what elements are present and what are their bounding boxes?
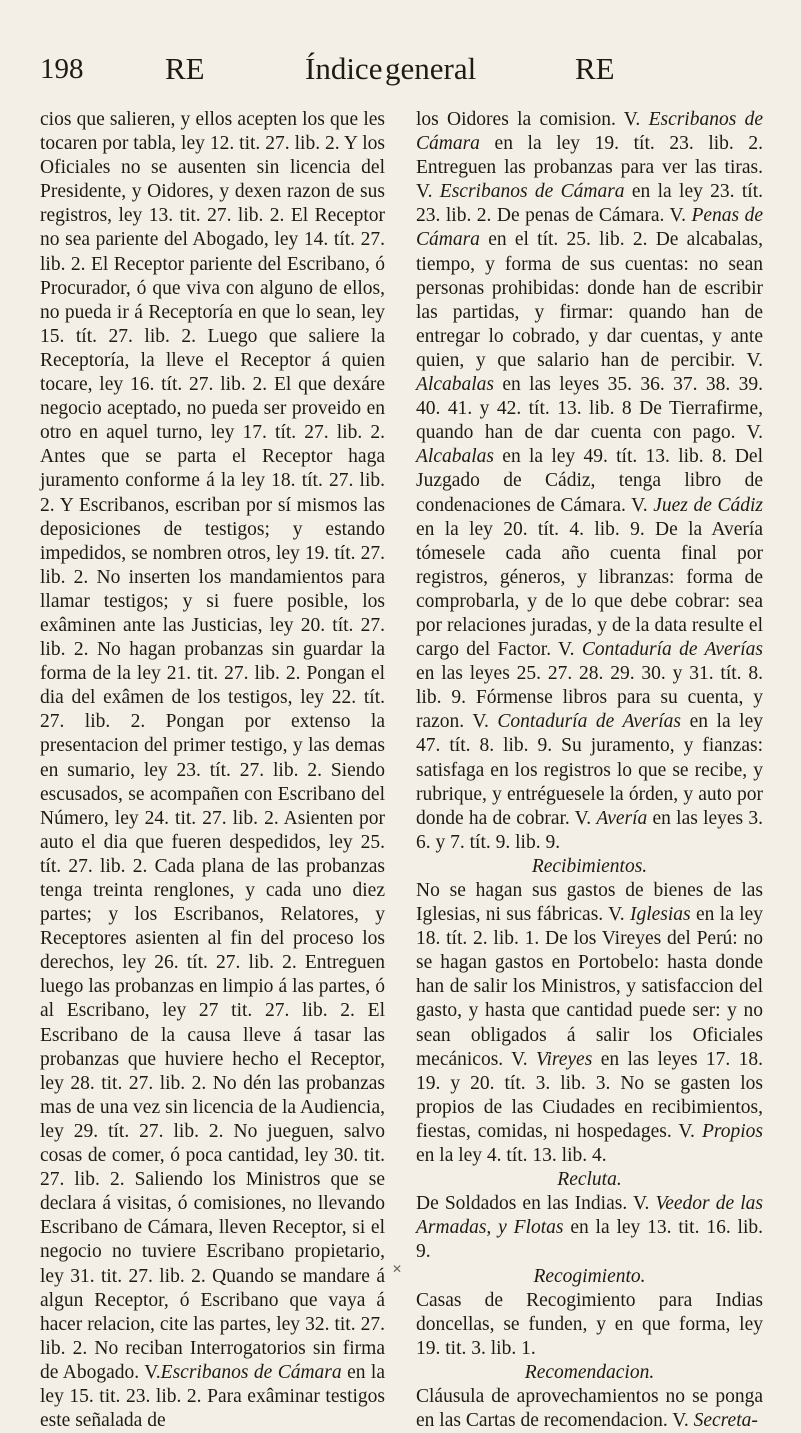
entry-heading-recogimiento: Recogimiento. bbox=[533, 1265, 646, 1287]
reference-italic: Alcabalas bbox=[416, 446, 494, 468]
left-column-paragraph bbox=[40, 108, 385, 1433]
reference-italic: Propios bbox=[701, 1120, 764, 1142]
text-run: en la ley 49. tít. 13. lib. 8. Del Juzgado de Cádiz, tenga libro de condenaciones de Cámara. V. bbox=[416, 446, 764, 516]
entry-heading-recomendacion: Recomendacion. bbox=[524, 1361, 655, 1383]
right-paragraph-4: Casas de Recogimiento para Indias doncellas, se funden, y en que forma, ley 19. tit. 3. lib. 1. bbox=[416, 1289, 763, 1359]
right-paragraph-2 bbox=[416, 879, 763, 1168]
reference-italic: Escribanos de Cámara bbox=[416, 109, 764, 155]
reference-italic: Contaduría de Averías bbox=[497, 711, 682, 733]
text-run: en la ley 19. tít. 23. lib. 2. Entreguen las probanzas para ver las tiras. V. bbox=[416, 133, 764, 203]
left-column bbox=[40, 108, 385, 1433]
header-title-index: Índice bbox=[305, 51, 383, 86]
text-run: en las leyes 17. 18. 19. y 20. tít. 3. lib. 3. No se gasten los propios de las Ciudades en recibimientos, fiestas, comidas, ni hospedages. V. bbox=[416, 1048, 764, 1142]
reference-italic: Veedor de las Armadas, y Flotas bbox=[416, 1193, 763, 1239]
text-run: en la ley 13. tit. 16. lib. 9. bbox=[416, 1217, 763, 1263]
page-header bbox=[40, 44, 760, 94]
text-run: en las leyes 3. 6. y 7. tít. 9. lib. 9. bbox=[416, 807, 764, 853]
reference-italic: Vireyes bbox=[536, 1048, 593, 1070]
right-paragraph-3 bbox=[416, 1192, 763, 1264]
page-number: 198 bbox=[40, 53, 84, 85]
left-column-text-end: en la ley 15. tit. 23. lib. 2. Para exâminar testigos este señalada de bbox=[40, 1361, 385, 1432]
reference-italic: Iglesias bbox=[629, 904, 691, 926]
reference-italic: Avería bbox=[596, 807, 648, 829]
reference-italic: Juez de Cádiz bbox=[653, 494, 763, 516]
right-paragraph-1 bbox=[416, 108, 763, 855]
reference-italic: Penas de Cámara bbox=[416, 205, 763, 251]
header-title-general: general bbox=[385, 51, 477, 86]
text-run: en la ley 23. tít. 23. lib. 2. De penas de Cámara. V. bbox=[416, 181, 764, 227]
header-right-term: RE bbox=[575, 51, 615, 86]
text-run: No se hagan sus gastos de bienes de las Iglesias, ni sus fábricas. V. bbox=[416, 880, 763, 926]
text-run: en la ley 18. tít. 2. lib. 1. De los Vireyes del Perú: no se hagan gastos en Portobelo: hasta donde han de salir los Ministros, y satisfaccion del gasto, y hasta que cantidad puede ser: y no sean obligados á salir los Oficiales mecánicos. V. bbox=[416, 904, 764, 1070]
reference-italic: Escribanos de Cámara bbox=[439, 181, 625, 203]
text-run: en las leyes 25. 27. 28. 29. 30. y 31. tít. 8. lib. 9. Fórmense libros para su cuenta, y razon. V. bbox=[416, 663, 763, 733]
entry-heading-recibimientos: Recibimientos. bbox=[531, 855, 648, 877]
right-paragraph-5 bbox=[416, 1385, 763, 1433]
text-run: los Oidores la comision. V. bbox=[416, 109, 641, 130]
right-column bbox=[416, 108, 763, 1433]
reference-italic: Contaduría de Averías bbox=[581, 639, 763, 661]
text-run: De Soldados en las Indias. V. bbox=[416, 1193, 650, 1215]
reference-italic: Secreta- bbox=[693, 1410, 758, 1432]
left-column-text: cios que salieren, y ellos acepten los que les tocaren por tabla, ley 12. tit. 27. lib. 2. Y los Oficiales no se ausenten sin licencia del Presidente, y Oidores, y dexen razon de sus registros, ley 13. tit. 27. lib. 2. El Receptor no sea pariente del Abogado, ley 14. tít. 27. lib. 2. El Receptor pariente del Escribano, ó Procurador, ó que viva con alguno de ellos, no pueda ir á Receptoría en que lo sean, ley 15. tít. 27. lib. 2. Luego que saliere la Receptoría, la lleve el Receptor á quien tocare, ley 16. tít. 27. lib. 2. El que dexáre negocio aceptado, no pueda ser proveido en otro en aquel turno, ley 17. tít. 27. lib. 2. Antes que se parta el Receptor haga juramento conforme á la ley 18. tít. 27. lib. 2. Y Escribanos, escriban por sí mismos las deposiciones de testigos; y estando impedidos, se nombren otros, ley 19. tít. 27. lib. 2. No inserten los mandamientos para llamar testigos; y si fuere posible, los exâminen ante las Justicias, ley 20. tít. 27. lib. 2. No hagan probanzas sin guardar la forma de la ley 21. tit. 27. lib. 2. Pongan el dia del exâmen de los testigos, ley 22. tít. 27. lib. 2. Pongan por extenso la presentacion del primer testigo, y las demas en sumario, ley 23. tít. 27. lib. 2. Siendo escusados, se acompañen con Escribano del Número, ley 24. tit. 27. lib. 2. Asienten por auto el dia que fueren despedidos, ley 25. tít. 27. lib. 2. Cada plana de las probanzas tenga treinta renglones, y cada uno diez partes; y los Escribanos, Relatores, y Receptores asienten al fin del proceso los derechos, ley 26. tít. 27. lib. 2. Entreguen luego las probanzas en limpio á las partes, ó al Escribano, ley 27 tit. 27. lib. 2. El Escribano de la causa lleve á tasar las probanzas que huviere hecho el Receptor, ley 28. tit. 27. lib. 2. No dén las probanzas mas de una vez sin licencia de la Audiencia, ley 29. tít. 27. lib. 2. No jueguen, salvo cosas de comer, ó poca cantidad, ley 30. tit. 27. lib. 2. Saliendo los Ministros que se declara á visitas, ó comisiones, no llevando Escribano de Cámara, lleven Receptor, si el negocio no tuviere Escribano propietario, ley 31. tit. 27. lib. 2. Quando se mandare á algun Receptor, ó Escribano que vaya á hacer relacion, cite las partes, ley 32. tit. 27. lib. 2. No reciban Interrogatorios sin firma de Abogado. V. bbox=[40, 109, 385, 1383]
header-left-term: RE bbox=[165, 51, 205, 86]
text-run: en la ley 20. tít. 4. lib. 9. De la Avería tómesele cada año cuenta final por registros, géneros, y libranzas: forma de comprobarla, y de lo que debe cobrar: sea por relaciones juradas, y de la data resulte el cargo del Factor. V. bbox=[416, 518, 763, 661]
text-run: Cláusula de aprovechamientos no se ponga en las Cartas de recomendacion. V. bbox=[416, 1385, 763, 1432]
left-column-reference: Escribanos de Cámara bbox=[160, 1361, 342, 1383]
text-run: en las leyes 35. 36. 37. 38. 39. 40. 41. y 42. tít. 13. lib. 8 De Tierrafirme, quando han de dar cuenta con pago. V. bbox=[416, 374, 763, 444]
text-run: en la ley 4. tít. 13. lib. 4. bbox=[416, 1145, 607, 1167]
text-run: en la ley 47. tít. 8. lib. 9. Su juramento, y fianzas: satisfaga en los registros lo que se recibe, y rubrique, y entréguesele la órden, y auto por donde ha de cobrar. V. bbox=[416, 711, 763, 829]
reference-italic: Alcabalas bbox=[416, 374, 494, 396]
text-run: en el tít. 25. lib. 2. De alcabalas, tiempo, y forma de sus cuentas: no sean personas prohibidas: donde han de escribir las partidas, y firmar: quando han de entregar lo cobrado, y dar cuentas, y ante quien, y que salario han de percibir. V. bbox=[416, 229, 763, 371]
printer-mark-icon: ✕ bbox=[392, 1262, 403, 1276]
entry-heading-recluta: Recluta. bbox=[557, 1169, 622, 1191]
